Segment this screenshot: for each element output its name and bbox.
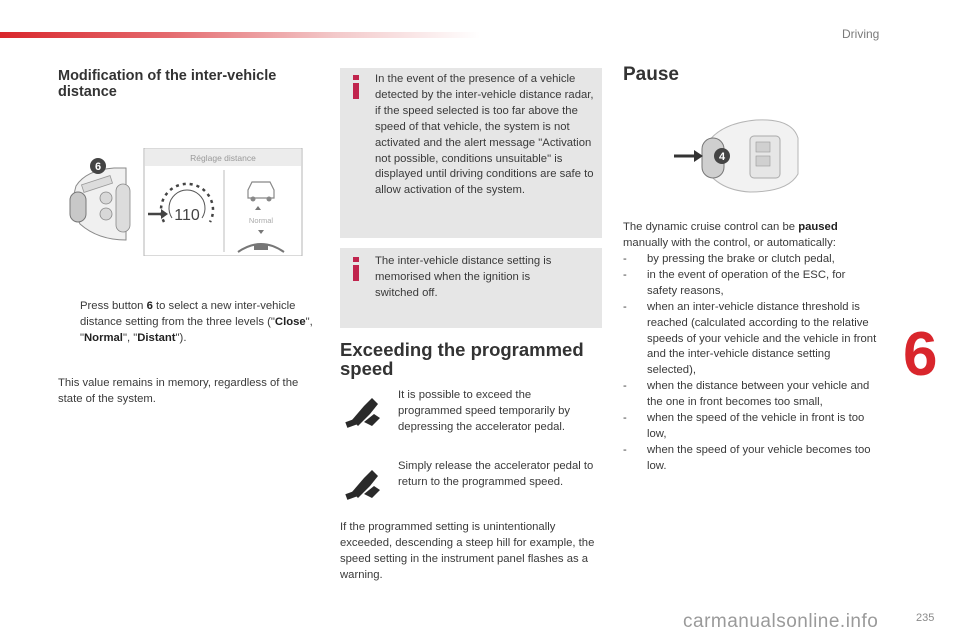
car-icon <box>248 182 274 202</box>
list-item: - in the event of operation of the ESC, for safety reasons, <box>623 268 846 297</box>
info-icon <box>348 74 364 100</box>
distance-setting-figure <box>68 148 304 256</box>
accelerator-foot-icon <box>344 394 384 430</box>
watermark: carmanualsonline.info <box>683 611 879 632</box>
svg-text:4: 4 <box>718 151 726 163</box>
button-ref: 6 <box>146 300 153 312</box>
release-foot-icon <box>344 466 384 502</box>
step-marker-4 <box>714 148 730 164</box>
info-box-memorised <box>340 248 602 328</box>
list-item: - when the speed of your vehicle becomes too low. <box>623 443 871 472</box>
level-close: Close <box>274 315 306 328</box>
list-item: - when the distance between your vehicle and the one in front becomes too small, <box>623 380 870 409</box>
step-instruction: Press button 6 to select a new inter-vehicle distance setting from the three levels ("Close", "Normal", "Distant"). <box>80 300 313 344</box>
page-number: 235 <box>916 612 935 624</box>
list-item: - by pressing the brake or clutch pedal, <box>623 253 835 265</box>
screen-setting: Normal <box>248 216 274 225</box>
paused-bold: paused <box>798 221 838 233</box>
pause-control-figure <box>672 118 802 194</box>
pause-title: Pause <box>623 64 679 85</box>
instrument-screen <box>144 148 302 256</box>
list-item: - when an inter-vehicle distance threshold is reached (calculated according to the relative speeds of your vehicle and the vehicle in front and the inter-vehicle distance setting selected), <box>623 300 877 377</box>
exceed-text-1: It is possible to exceed the programmed speed temporarily by depressing the accelerator pedal. <box>398 389 571 433</box>
screen-title: Réglage distance <box>190 153 256 163</box>
list-item: - when the speed of the vehicle in front is too low, <box>623 412 865 440</box>
step-marker-6 <box>90 158 106 174</box>
info-icon <box>348 256 364 282</box>
level-distant: Distant <box>137 331 176 344</box>
chapter-number: 6 <box>903 320 938 389</box>
info-box-activation <box>340 68 602 238</box>
info-activation-text: In the event of the presence of a vehicle detected by the inter-vehicle distance radar, if the speed selected is too far above the speed of that vehicle, the system is not activated and the alert message "Activation not possible, conditions unsuitable" is displayed until driving conditions are safe to allow activation of the system. <box>375 73 594 197</box>
modification-title: Modification of the inter-vehicle distance <box>58 68 277 100</box>
exceed-text-3: If the programmed setting is unintentionally exceeded, descending a steep hill for example, the speed setting in the instrument panel flashes as a warning. <box>340 521 595 581</box>
info-memorised-text: The inter-vehicle distance setting is memorised when the ignition is switched off. <box>375 255 552 299</box>
screen-speed: 110 <box>174 207 200 224</box>
pause-conditions-list <box>623 252 877 475</box>
memory-note: This value remains in memory, regardless of the state of the system. <box>58 377 299 405</box>
exceeding-title: Exceeding the programmed speed <box>340 339 584 379</box>
exceed-text-2: Simply release the accelerator pedal to return to the programmed speed. <box>398 460 594 488</box>
svg-text:6: 6 <box>94 161 102 173</box>
level-normal: Normal <box>84 331 123 344</box>
header-accent-bar <box>0 32 480 38</box>
section-label: Driving <box>842 27 880 41</box>
steering-control-illustration <box>70 168 130 240</box>
pause-intro: The dynamic cruise control can be paused manually with the control, or automatically: <box>623 221 838 249</box>
